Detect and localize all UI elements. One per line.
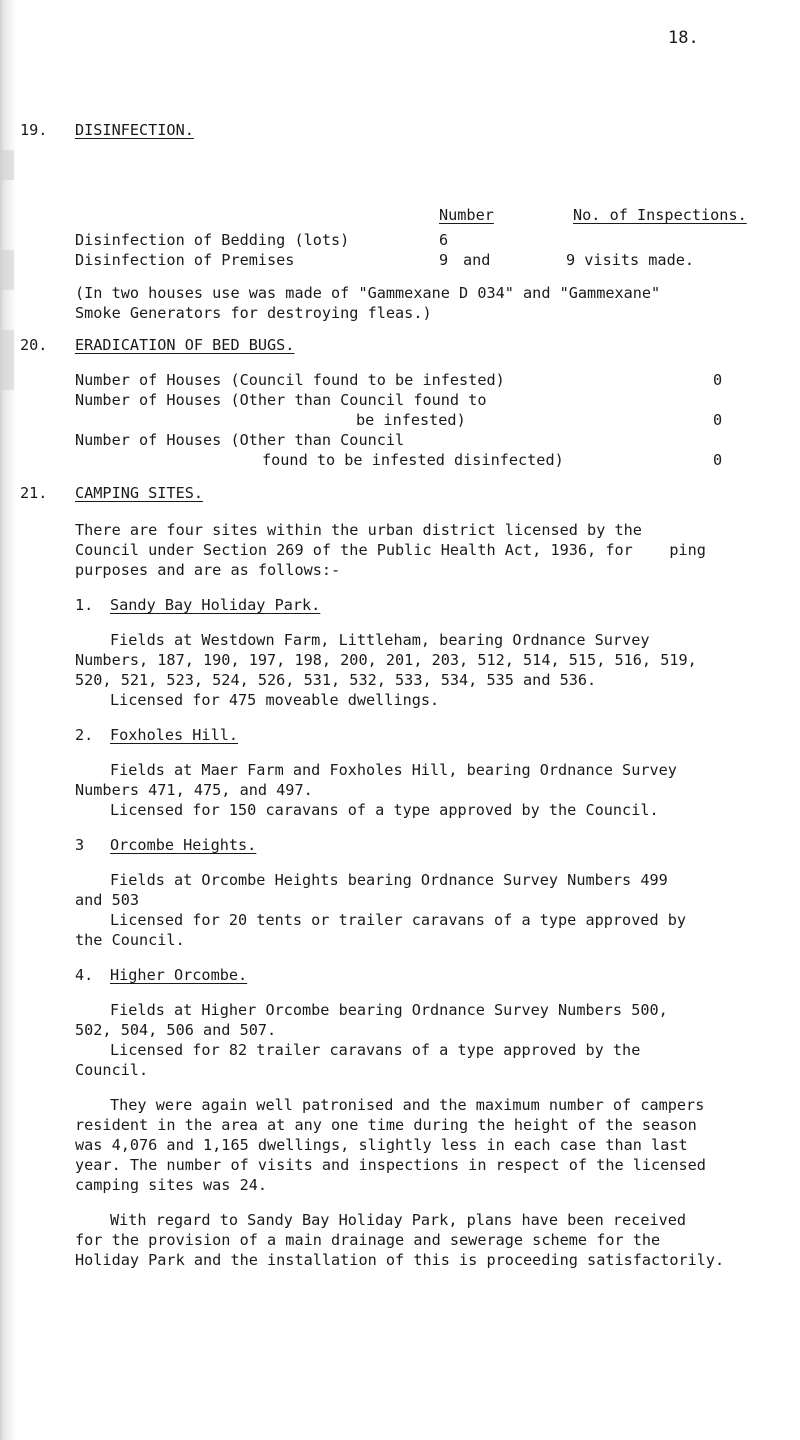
scan-edge-mark [0, 250, 14, 290]
bedding-number: 6 [439, 231, 449, 249]
site3-line3: Licensed for 20 tents or trailer caravans of a type approved by [110, 911, 687, 929]
patronage-para-line5: camping sites was 24. [75, 1176, 268, 1194]
scan-edge-mark [0, 150, 14, 180]
section-20-number: 20. [20, 336, 48, 354]
bed-bugs-row2-value: 0 [713, 411, 723, 429]
site1-line3: 520, 521, 523, 524, 526, 531, 532, 533, 534, 535 and 536. [75, 671, 597, 689]
gammexane-note-line2: Smoke Generators for destroying fleas.) [75, 304, 432, 322]
site1-line2: Numbers, 187, 190, 197, 198, 200, 201, 203, 512, 514, 515, 516, 519, [75, 651, 697, 669]
drainage-para-line1: With regard to Sandy Bay Holiday Park, plans have been received [110, 1211, 687, 1229]
scan-edge-mark [0, 330, 14, 390]
site1-line4: Licensed for 475 moveable dwellings. [110, 691, 440, 709]
patronage-para-line3: was 4,076 and 1,165 dwellings, slightly less in each case than last [75, 1136, 688, 1154]
site3-number: 3 [75, 836, 85, 854]
site2-line1: Fields at Maer Farm and Foxholes Hill, bearing Ordnance Survey [110, 761, 677, 779]
site3-line2: and 503 [75, 891, 140, 909]
section-19-number: 19. [20, 121, 48, 139]
scan-edge-shadow [0, 0, 18, 1440]
bed-bugs-row2-line2: be infested) [356, 411, 466, 429]
site4-line1: Fields at Higher Orcombe bearing Ordnance Survey Numbers 500, [110, 1001, 668, 1019]
premises-number: 9 [439, 251, 449, 269]
patronage-para-line1: They were again well patronised and the maximum number of campers [110, 1096, 705, 1114]
camping-intro-line3: purposes and are as follows:- [75, 561, 341, 579]
section-19-heading: DISINFECTION. [75, 121, 194, 139]
column-header-number: Number [439, 206, 494, 224]
site1-line1: Fields at Westdown Farm, Littleham, bearing Ordnance Survey [110, 631, 650, 649]
site3-line1: Fields at Orcombe Heights bearing Ordnance Survey Numbers 499 [110, 871, 668, 889]
section-21-heading: CAMPING SITES. [75, 484, 204, 502]
site1-number: 1. [75, 596, 94, 614]
column-header-inspections: No. of Inspections. [573, 206, 747, 224]
bed-bugs-row3-value: 0 [713, 451, 723, 469]
site4-line3: Licensed for 82 trailer caravans of a type approved by the [110, 1041, 641, 1059]
site4-name: Higher Orcombe. [110, 966, 248, 984]
drainage-para-line2: for the provision of a main drainage and sewerage scheme for the [75, 1231, 661, 1249]
site4-line2: 502, 504, 506 and 507. [75, 1021, 277, 1039]
bed-bugs-row3-line2: found to be infested disinfected) [262, 451, 564, 469]
patronage-para-line4: year. The number of visits and inspections in respect of the licensed [75, 1156, 706, 1174]
site4-number: 4. [75, 966, 94, 984]
section-20-heading: ERADICATION OF BED BUGS. [75, 336, 295, 354]
section-21-number: 21. [20, 484, 48, 502]
bed-bugs-row1: Number of Houses (Council found to be infested) [75, 371, 505, 389]
camping-intro-line1: There are four sites within the urban district licensed by the [75, 521, 642, 539]
site2-name: Foxholes Hill. [110, 726, 239, 744]
bedding-label: Disinfection of Bedding (lots) [75, 231, 350, 249]
premises-label: Disinfection of Premises [75, 251, 295, 269]
site4-line4: Council. [75, 1061, 149, 1079]
bed-bugs-row1-value: 0 [713, 371, 723, 389]
page-number: 18. [668, 28, 699, 48]
site2-line3: Licensed for 150 caravans of a type approved by the Council. [110, 801, 659, 819]
premises-visits: 9 visits made. [566, 251, 695, 269]
gammexane-note-line1: (In two houses use was made of "Gammexane D 034" and "Gammexane" [75, 284, 661, 302]
patronage-para-line2: resident in the area at any one time during the height of the season [75, 1116, 697, 1134]
site3-name: Orcombe Heights. [110, 836, 257, 854]
premises-and: and [463, 251, 491, 269]
bed-bugs-row2-line1: Number of Houses (Other than Council found to [75, 391, 487, 409]
camping-intro-line2: Council under Section 269 of the Public Health Act, 1936, for ping [75, 541, 706, 559]
bed-bugs-row3-line1: Number of Houses (Other than Council [75, 431, 405, 449]
site1-name: Sandy Bay Holiday Park. [110, 596, 321, 614]
drainage-para-line3: Holiday Park and the installation of this is proceeding satisfactorily. [75, 1251, 725, 1269]
site3-line4: the Council. [75, 931, 185, 949]
site2-number: 2. [75, 726, 94, 744]
site2-line2: Numbers 471, 475, and 497. [75, 781, 313, 799]
